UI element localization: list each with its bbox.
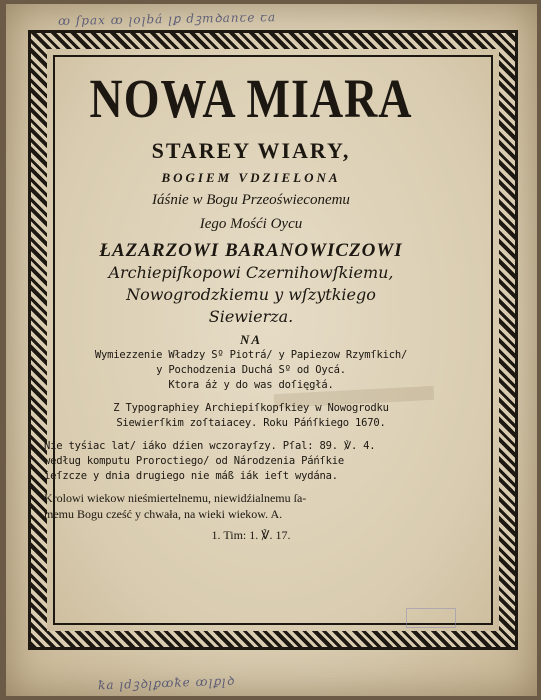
bogiem-line: BOGIEM VDZIELONA [161,170,341,185]
scripture-citation: 1. Tim: 1. ℣. 17. [211,528,291,542]
dedication-line-1: Iáśnie w Bogu Przeoświeconemu [152,192,350,208]
titles-line-1: Archiepiſkopowi Czernihowſkiemu, [108,263,394,282]
closing-line-2: memu Bogu cześć y chwała, na wieki wiekow. A. [44,507,283,521]
closing-line-1: Krolowi wiekow nieśmiertelnemu, niewidźialnemu ſa- [44,491,307,505]
title-text-block [44,46,458,616]
printer-line-2: Siewierſkim zoſtaiacey. Roku Páńſkiego 1670. [116,417,386,429]
book-subtitle: STAREY WIARY, [151,138,351,163]
handwritten-note-top: ꝏ ſpax ꝏ ꞁoꞁbá ꞁꝑ dꝫmꝺanꞇe ꞇa [57,10,277,28]
fraktur-line-1: Wymiezzenie Władzy Sº Piotrá/ y Papiezow Rzymſkich/ [94,349,408,361]
handwritten-note-bottom: ꝁa ꞁdꝫꝺꞁꝑꝏꝁe ꝏꞁꝑꞁꝺ [97,673,235,693]
fraktur-line-3: Ktora áż y do was doſięgłá. [168,379,334,391]
year-line-1: Nie tyśiac lat/ iáko dźien wczorayſzy. Pſal: 89. ℣. 4. [44,440,376,452]
titles-line-3: Siewierza. [208,307,294,326]
book-title: NOWA MIARA [89,67,413,129]
titles-line-2: Nowogrodzkiemu y wſzytkiego [126,285,376,304]
dedicatee-name: ŁAZARZOWI BARANOWICZOWI [99,240,403,261]
dedication-line-2: Iego Mośći Oycu [199,216,303,232]
year-line-3: ieſzcze y dnia drugiego nie máß iák ieſt wydána. [44,470,338,482]
printer-line-1: Z Typographiey Archiepiſkopſkiey w Nowogrodku [113,402,389,414]
library-stamp [406,608,456,628]
fraktur-line-2: y Pochodzenia Duchá Sº od Oycá. [156,364,346,376]
na-word: NA [239,332,263,347]
title-page [6,4,537,696]
year-line-2: według komputu Proroctiego/ od Národzenia Páńſkie [44,455,344,467]
